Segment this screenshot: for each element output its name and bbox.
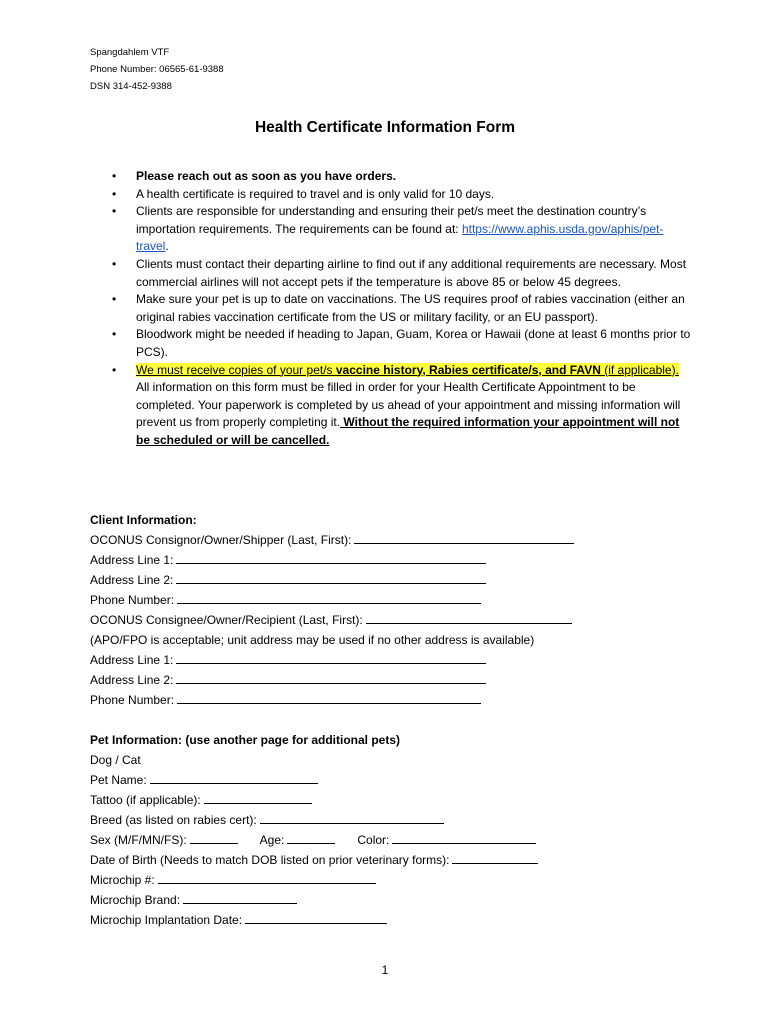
field-label: Address Line 2: bbox=[90, 673, 174, 687]
clinic-name: Spangdahlem VTF bbox=[90, 47, 170, 58]
field-label: Microchip Brand: bbox=[90, 893, 181, 907]
field-row bbox=[90, 870, 538, 890]
field-row bbox=[90, 650, 574, 670]
recipient-address-line-1-field[interactable] bbox=[176, 651, 486, 664]
instruction-item bbox=[112, 186, 692, 204]
highlighted-bold-text: vaccine history, Rabies certificate/s, and FAVN bbox=[335, 362, 601, 377]
field-label: Color: bbox=[357, 833, 390, 847]
field-row bbox=[90, 590, 574, 610]
instruction-item bbox=[112, 326, 692, 361]
field-row bbox=[90, 530, 574, 550]
pet-heading: Pet Information: (use another page for additional pets) bbox=[90, 733, 401, 747]
field-row bbox=[90, 770, 538, 790]
recipient-phone-number-field[interactable] bbox=[177, 691, 481, 704]
pet-information-section bbox=[90, 730, 538, 930]
page-number: 1 bbox=[381, 963, 389, 977]
field-label: Date of Birth (Needs to match DOB listed on prior veterinary forms): bbox=[90, 853, 450, 867]
form-title: Health Certificate Information Form bbox=[254, 119, 516, 136]
field-row bbox=[90, 810, 538, 830]
field-label: Address Line 1: bbox=[90, 653, 174, 667]
instruction-item bbox=[112, 256, 692, 291]
instruction-text: A health certificate is required to travel and is only valid for 10 days. bbox=[136, 186, 495, 201]
highlighted-text: We must receive copies of your pet/s bbox=[136, 362, 336, 377]
instruction-item bbox=[112, 291, 692, 326]
recipient-address-line-2-field[interactable] bbox=[176, 671, 486, 684]
warning-text: Without the required information your appointment will not be scheduled or will be cancelled. bbox=[136, 415, 680, 447]
consignor-field[interactable] bbox=[354, 531, 574, 544]
field-label: Address Line 2: bbox=[90, 573, 174, 587]
field-row bbox=[90, 670, 574, 690]
address-line-1-field[interactable] bbox=[176, 551, 486, 564]
color-field[interactable] bbox=[392, 831, 536, 844]
instruction-item bbox=[112, 203, 692, 256]
field-label: Breed (as listed on rabies cert): bbox=[90, 813, 257, 827]
instruction-text: . bbox=[165, 239, 169, 254]
field-row bbox=[90, 550, 574, 570]
clinic-header bbox=[90, 44, 224, 95]
instruction-text: Bloodwork might be needed if heading to Japan, Guam, Korea or Hawaii (done at least 6 months prior to PCS). bbox=[136, 327, 691, 359]
field-row bbox=[90, 830, 538, 850]
breed-field[interactable] bbox=[260, 811, 444, 824]
instruction-text: All information on this form must be filled in order for your Health Certificate Appointment to be completed. Your paperwork is completed by us ahead of your appointment and missing information will prevent us from properly completing it. bbox=[136, 380, 681, 430]
field-label: OCONUS Consignor/Owner/Shipper (Last, First): bbox=[90, 533, 352, 547]
microchip-date-field[interactable] bbox=[245, 911, 387, 924]
instruction-item bbox=[112, 362, 692, 450]
highlighted-text: (if applicable). bbox=[600, 362, 679, 377]
clinic-phone: Phone Number: 06565-61-9388 bbox=[90, 64, 224, 75]
microchip-number-field[interactable] bbox=[158, 871, 376, 884]
field-label: Tattoo (if applicable): bbox=[90, 793, 201, 807]
instructions-list bbox=[112, 168, 692, 450]
field-row bbox=[90, 690, 574, 710]
clinic-dsn: DSN 314-452-9388 bbox=[90, 81, 172, 92]
field-label: Sex (M/F/MN/FS): bbox=[90, 833, 187, 847]
field-row bbox=[90, 910, 538, 930]
instruction-text: Please reach out as soon as you have orders. bbox=[136, 169, 397, 183]
field-label: Phone Number: bbox=[90, 693, 175, 707]
pet-name-field[interactable] bbox=[150, 771, 318, 784]
instruction-item bbox=[112, 168, 692, 186]
field-row bbox=[90, 890, 538, 910]
address-line-2-field[interactable] bbox=[176, 571, 486, 584]
consignee-field[interactable] bbox=[366, 611, 572, 624]
field-label: Pet Name: bbox=[90, 773, 147, 787]
age-field[interactable] bbox=[287, 831, 335, 844]
instruction-text: Make sure your pet is up to date on vaccinations. The US requires proof of rabies vaccination (either an original rabies vaccination certificate from the US or military facility, or an EU passport). bbox=[136, 292, 685, 324]
phone-number-field[interactable] bbox=[177, 591, 481, 604]
apo-note: (APO/FPO is acceptable; unit address may be used if no other address is available) bbox=[90, 633, 535, 647]
aphis-link[interactable]: https://www.aphis.usda.gov/aphis/pet-travel bbox=[136, 221, 664, 254]
client-heading: Client Information: bbox=[90, 513, 197, 527]
instruction-text: Clients are responsible for understanding and ensuring their pet/s meet the destination country’s importation requirements. The requirements can be found at: bbox=[136, 204, 647, 236]
field-label: Age: bbox=[259, 833, 285, 847]
species-choice: Dog / Cat bbox=[90, 753, 141, 767]
field-row bbox=[90, 610, 574, 630]
microchip-brand-field[interactable] bbox=[183, 891, 297, 904]
instruction-text: Clients must contact their departing airline to find out if any additional requirements are necessary. Most commercial airlines will not accept pets if the temperature is above 85 or below 45 degrees. bbox=[136, 256, 687, 289]
field-row bbox=[90, 850, 538, 870]
client-information-section bbox=[90, 510, 574, 710]
date-of-birth-field[interactable] bbox=[452, 851, 538, 864]
sex-field[interactable] bbox=[190, 831, 238, 844]
field-label: Phone Number: bbox=[90, 593, 175, 607]
tattoo-field[interactable] bbox=[204, 791, 312, 804]
field-row bbox=[90, 790, 538, 810]
field-label: Address Line 1: bbox=[90, 553, 174, 567]
field-label: OCONUS Consignee/Owner/Recipient (Last, First): bbox=[90, 613, 363, 627]
field-label: Microchip Implantation Date: bbox=[90, 913, 243, 927]
field-label: Microchip #: bbox=[90, 873, 155, 887]
field-row bbox=[90, 570, 574, 590]
